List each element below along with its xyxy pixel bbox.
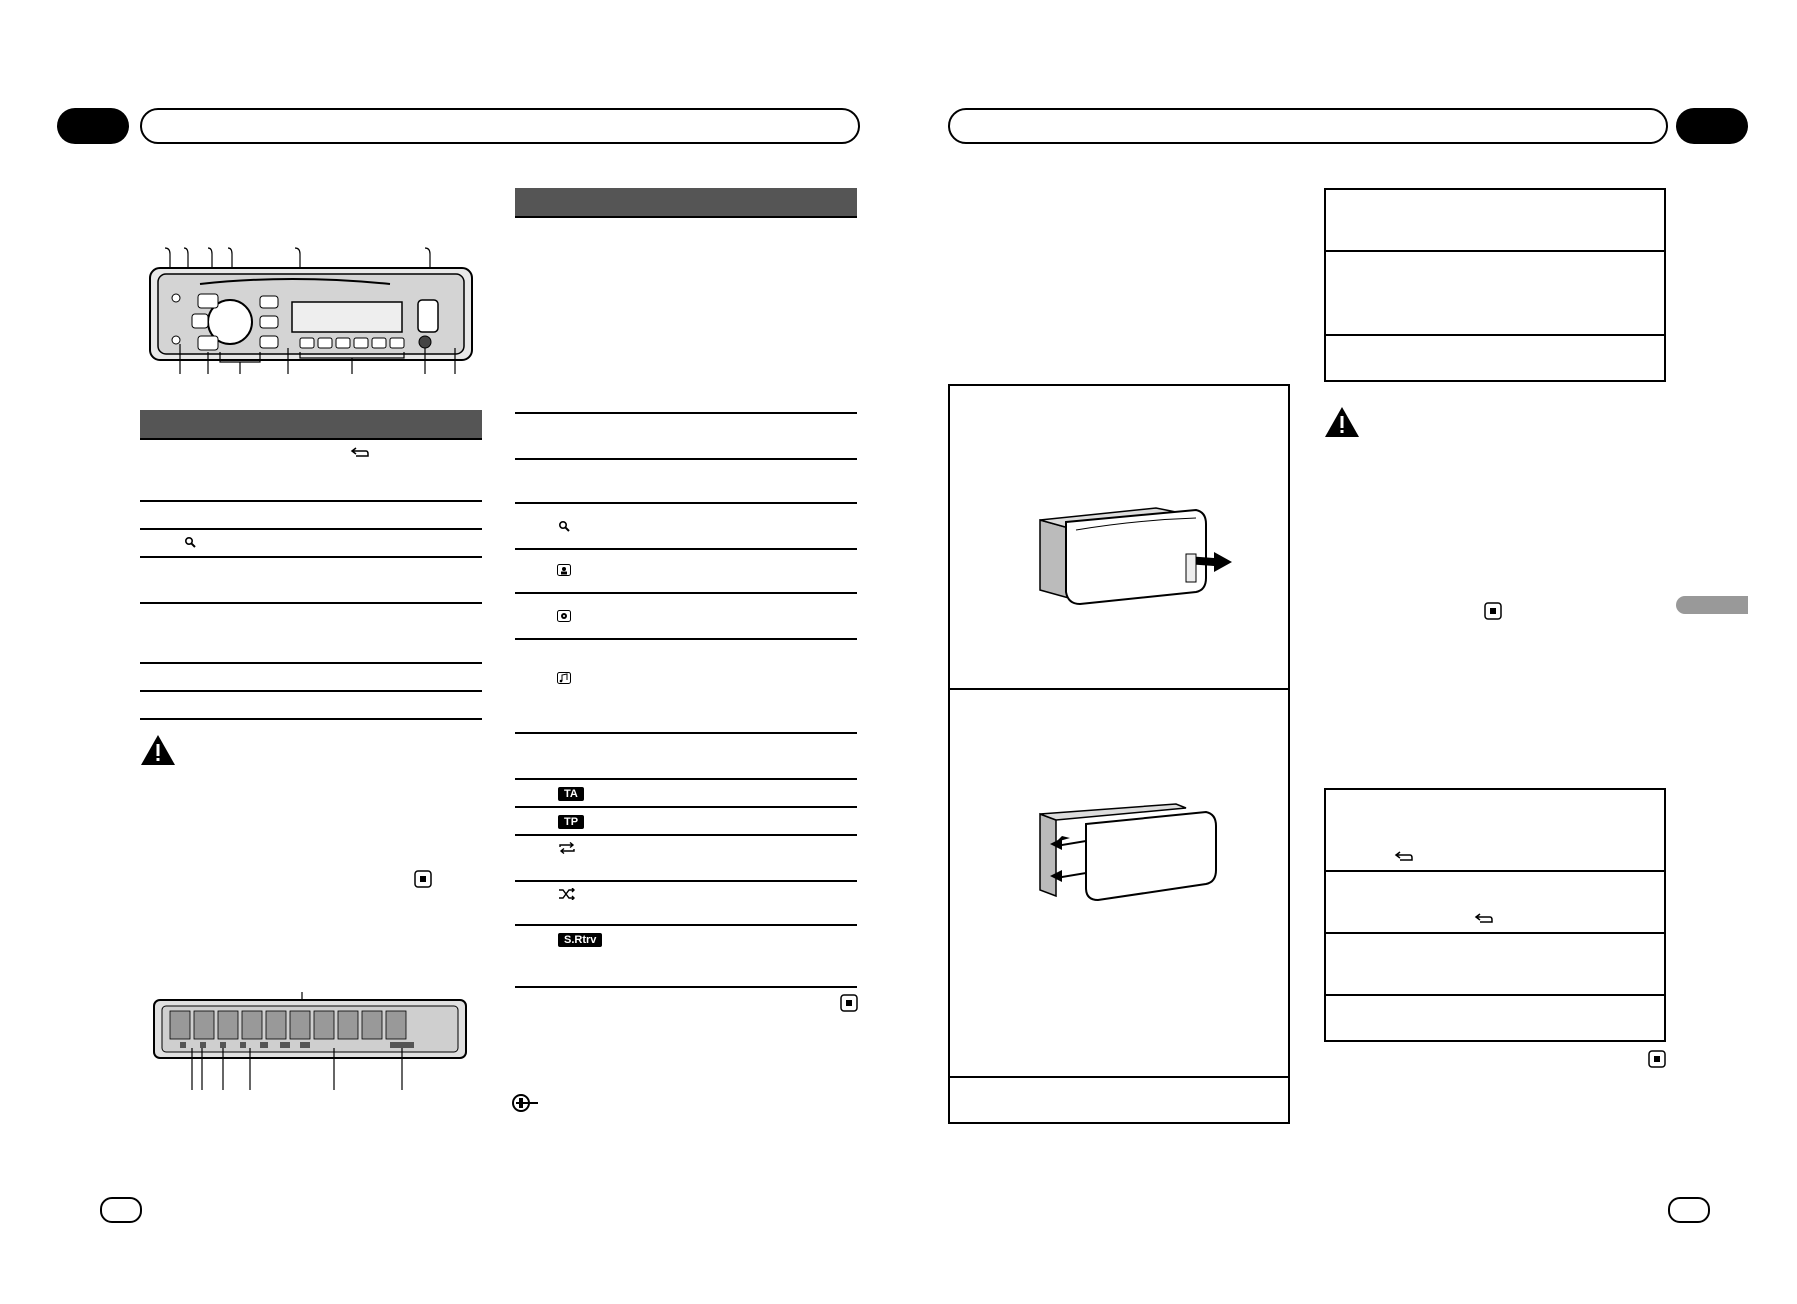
artist-icon <box>557 564 571 576</box>
end-mark-icon <box>414 870 432 888</box>
table-rule <box>140 556 482 558</box>
table-rule <box>948 1076 1290 1078</box>
song-icon <box>557 672 571 684</box>
warning-icon <box>1324 406 1360 438</box>
indicator-table-header <box>515 188 857 216</box>
detach-panel-illustration <box>1036 500 1256 610</box>
notes-box-bottom <box>1324 788 1666 1042</box>
table-rule <box>948 688 1290 690</box>
table-rule <box>140 690 482 692</box>
table-rule <box>515 778 857 780</box>
table-rule <box>515 412 857 414</box>
repeat-icon <box>558 842 576 854</box>
display-figure <box>150 990 470 1100</box>
table-rule <box>515 592 857 594</box>
section-tab-left <box>57 108 129 144</box>
header-bar-left <box>140 108 860 144</box>
end-mark-icon <box>1484 602 1502 620</box>
table-rule <box>515 732 857 734</box>
album-icon <box>557 610 571 622</box>
page-number-right <box>1668 1197 1710 1223</box>
table-rule <box>1324 250 1666 252</box>
table-rule <box>515 216 857 218</box>
return-arrow-icon <box>350 446 370 458</box>
tp-indicator-chip: TP <box>558 815 584 829</box>
attach-panel-illustration <box>1036 800 1256 910</box>
table-rule <box>140 602 482 604</box>
table-rule <box>140 662 482 664</box>
table-rule <box>1324 994 1666 996</box>
header-bar-right <box>948 108 1668 144</box>
ta-indicator-chip: TA <box>558 787 584 801</box>
head-unit-figure <box>140 240 480 380</box>
shuffle-icon <box>558 888 576 900</box>
table-rule <box>140 718 482 720</box>
table-rule <box>140 438 482 440</box>
page-number-left <box>100 1197 142 1223</box>
table-rule <box>140 500 482 502</box>
important-icon <box>512 1094 542 1112</box>
end-mark-icon <box>1648 1050 1666 1068</box>
section-tab-right <box>1676 108 1748 144</box>
table-rule <box>515 458 857 460</box>
end-mark-icon <box>840 994 858 1012</box>
table-rule <box>515 806 857 808</box>
table-rule <box>515 924 857 926</box>
table-rule <box>1324 334 1666 336</box>
table-rule <box>515 834 857 836</box>
search-icon <box>184 536 196 548</box>
table-rule <box>515 638 857 640</box>
return-arrow-icon <box>1394 850 1414 862</box>
notes-box-top <box>1324 188 1666 382</box>
table-header-bar <box>140 410 482 438</box>
table-rule <box>515 986 857 988</box>
language-side-tab <box>1676 596 1748 614</box>
table-rule <box>140 528 482 530</box>
table-rule <box>1324 870 1666 872</box>
table-rule <box>515 548 857 550</box>
return-arrow-icon <box>1474 912 1494 924</box>
search-icon <box>558 520 570 532</box>
front-panel-figure-box <box>948 384 1290 1124</box>
table-rule <box>515 502 857 504</box>
table-rule <box>1324 932 1666 934</box>
sound-retriever-chip: S.Rtrv <box>558 933 602 947</box>
table-rule <box>515 880 857 882</box>
warning-icon <box>140 734 176 766</box>
